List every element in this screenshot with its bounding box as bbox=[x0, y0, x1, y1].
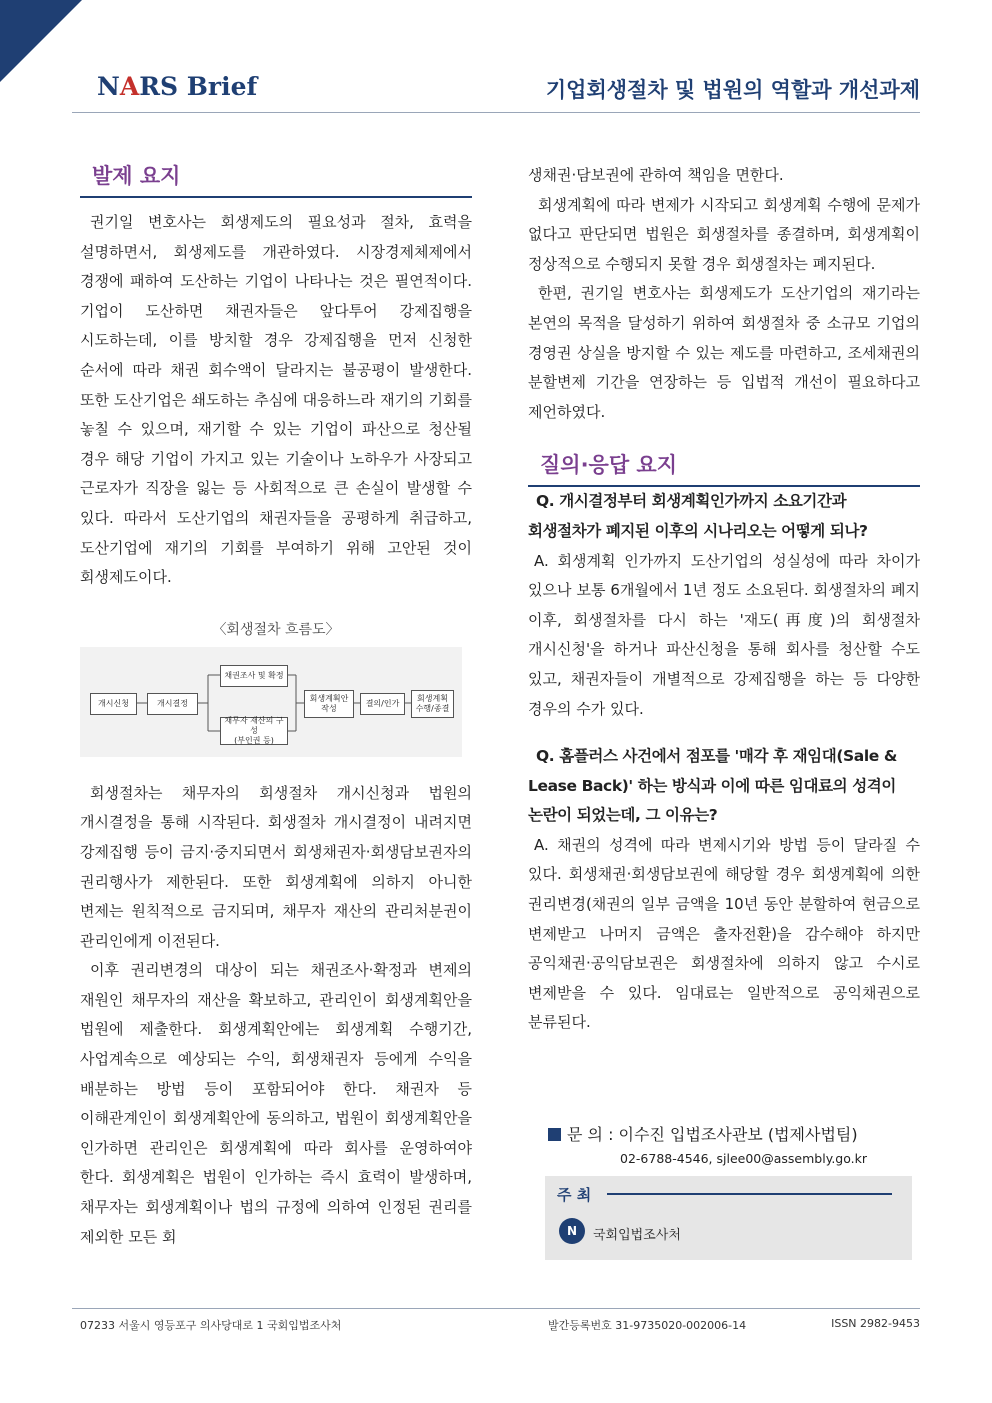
flow-box-claims: 채권조사 및 확정 bbox=[220, 665, 288, 687]
contact-info bbox=[548, 1122, 858, 1145]
contact-details: 02-6788-4546, sjlee00@assembly.go.kr bbox=[620, 1151, 868, 1166]
corner-triangle bbox=[0, 0, 82, 82]
paragraph-plan: 이후 권리변경의 대상이 되는 채권조사·확정과 변제의 재원인 채무자의 재산을 확보하고, 관리인이 회생계획안을 법원에 제출한다. 회생계획안에는 회생계획 수행기간, 사업계속으로 예상되는 수익, 회생채권자 등에게 수익을 배분하는 방법 등이 포함되어야 한다. 채권자 등 이해관계인이 회생계획안에 동의하고, 법원이 회생계획안을 인가하면 관리인은 회생계획에 따라 회사를 운영하여야 한다. 회생계획은 법원이 인가하는 즉시 효력이 발생하며, 채무자는 회생계획이나 법의 규정에 의하여 인정된 권리를 제외한 모든 회 bbox=[80, 961, 472, 1246]
host-label: 주 최 bbox=[557, 1186, 592, 1204]
left-column bbox=[80, 160, 472, 1252]
host-name: 국회입법조사처 bbox=[593, 1228, 681, 1243]
nars-brief-logo bbox=[97, 72, 257, 101]
section-title-presentation: 발제 요지 bbox=[80, 160, 472, 198]
flow-box-decision: 개시결정 bbox=[147, 693, 198, 715]
footer-issn: ISSN 2982-9453 bbox=[831, 1317, 920, 1330]
contact-square-icon bbox=[548, 1128, 561, 1141]
logo-a: A bbox=[119, 72, 140, 101]
right-column bbox=[528, 161, 920, 1038]
flow-box-assets bbox=[220, 717, 288, 745]
host-divider bbox=[607, 1193, 892, 1195]
flow-box-execution-line1: 회생계획 bbox=[417, 693, 448, 703]
footer-divider bbox=[72, 1308, 920, 1309]
nars-emblem-icon: N bbox=[559, 1218, 585, 1244]
paragraph-proposal: 한편, 권기일 변호사는 회생제도가 도산기업의 재기라는 본연의 목적을 달성하기 위하여 회생절차 중 소규모 기업의 경영권 상실을 방지할 수 있는 제도를 마련하고, 조세채권의 분할변제 기간을 연장하는 등 입법적 개선이 필요하다고 제언하였다. bbox=[528, 284, 920, 421]
paragraph-intro: 권기일 변호사는 회생제도의 필요성과 절차, 효력을 설명하면서, 회생제도를 개관하였다. 시장경제체제에서 경쟁에 패하여 도산하는 기업이 나타나는 것은 필연적이다. 기업이 도산하면 채권자들은 앞다투어 강제집행을 시도하는데, 이를 방치할 경우 강제집행을 먼저 신청한 순서에 따라 채권 회수액이 달라지는 불공평이 발생한다. 또한 도산기업은 쇄도하는 추심에 대응하느라 재기의 기회를 놓칠 수 있으며, 재기할 수 있는 기업이 파산으로 청산될 경우 해당 기업이 가지고 있는 기술이나 노하우가 사장되고 근로자가 직장을 잃는 등 사회적으로 큰 손실이 발생할 수 있다. 따라서 도산기업의 채권자들을 공평하게 취급하고, 도산기업에 재기의 기회를 부여하기 위해 고안된 것이 회생제도이다. bbox=[80, 213, 472, 587]
flow-box-assets-line2: (부인권 등) bbox=[234, 735, 274, 745]
paragraph-continued: 생채권·담보권에 관하여 책임을 면한다. bbox=[528, 166, 784, 184]
flow-box-assets-line1: 채무자 재산의 구성 bbox=[224, 715, 284, 735]
footer-address: 07233 서울시 영등포구 의사당대로 1 국회입법조사처 bbox=[80, 1319, 342, 1332]
flow-box-filing: 개시신청 bbox=[90, 693, 137, 715]
logo-rest: RS Brief bbox=[139, 72, 258, 101]
answer-1: A. 회생계획 인가까지 도산기업의 성실성에 따라 차이가 있으나 보통 6개월에서 1년 정도 소요된다. 회생절차의 폐지 이후, 회생절차를 다시 하는 '재도(再度)의 회생절차 개시신청'을 하거나 파산신청을 통해 회사를 청산할 수도 있고, 채권자들이 개별적으로 강제집행을 하는 등 다양한 경우의 수가 있다. bbox=[528, 551, 920, 718]
flow-box-plan bbox=[304, 690, 354, 718]
footer-registration: 발간등록번호 31-9735020-002006-14 bbox=[548, 1319, 747, 1332]
paragraph-termination: 회생계획에 따라 변제가 시작되고 회생계획 수행에 문제가 없다고 판단되면 법원은 회생절차를 종결하며, 회생계획이 정상적으로 수행되지 못할 경우 회생절차는 폐지된다. bbox=[528, 195, 920, 273]
contact-person: 문 의 : 이수진 입법조사관보 (법제사법팀) bbox=[567, 1125, 858, 1144]
flow-box-execution-line2: 수행/종결 bbox=[415, 703, 450, 713]
header-divider bbox=[72, 112, 920, 113]
question-1: Q. 개시결정부터 회생계획인가까지 소요기간과 회생절차가 폐지된 이후의 시나리오는 어떻게 되나? bbox=[528, 492, 868, 540]
flow-box-plan-line2: 작성 bbox=[321, 703, 337, 713]
flow-box-approval: 결의/인가 bbox=[360, 693, 405, 715]
question-2: Q. 홈플러스 사건에서 점포를 '매각 후 재임대(Sale & Lease Back)' 하는 방식과 이에 따른 임대료의 성격이 논란이 되었는데, 그 이유는? bbox=[528, 747, 897, 825]
host-box bbox=[545, 1176, 912, 1260]
flow-box-execution bbox=[411, 690, 454, 718]
flow-diagram bbox=[80, 647, 462, 757]
section-title-qa: 질의·응답 요지 bbox=[528, 449, 920, 487]
page-title: 기업회생절차 및 법원의 역할과 개선과제 bbox=[545, 78, 920, 102]
figure-caption: 〈회생절차 흐름도〉 bbox=[212, 621, 340, 638]
flow-box-plan-line1: 회생계획안 bbox=[309, 693, 349, 703]
answer-2: A. 채권의 성격에 따라 변제시기와 방법 등이 달라질 수 있다. 회생채권·회생담보권에 해당할 경우 회생계획에 의한 권리변경(채권의 일부 금액을 10년 동안 분할하여 현금으로 변제받고 나머지 금액은 출자전환)을 감수해야 하지만 공익채권·공익담보권은 회생절차에 의하지 않고 수시로 변제받을 수 있다. 임대료는 일반적으로 공익채권으로 분류된다. bbox=[528, 835, 920, 1032]
paragraph-procedure-start: 회생절차는 채무자의 회생절차 개시신청과 법원의 개시결정을 통해 시작된다. 회생절차 개시결정이 내려지면 강제집행 등이 금지·중지되면서 회생채권자·회생담보권자의 권리행사가 제한된다. 또한 회생계획에 의하지 아니한 변제는 원칙적으로 금지되며, 채무자 재산의 관리처분권이 관리인에게 이전된다. bbox=[80, 783, 472, 950]
logo-n: N bbox=[97, 72, 120, 101]
